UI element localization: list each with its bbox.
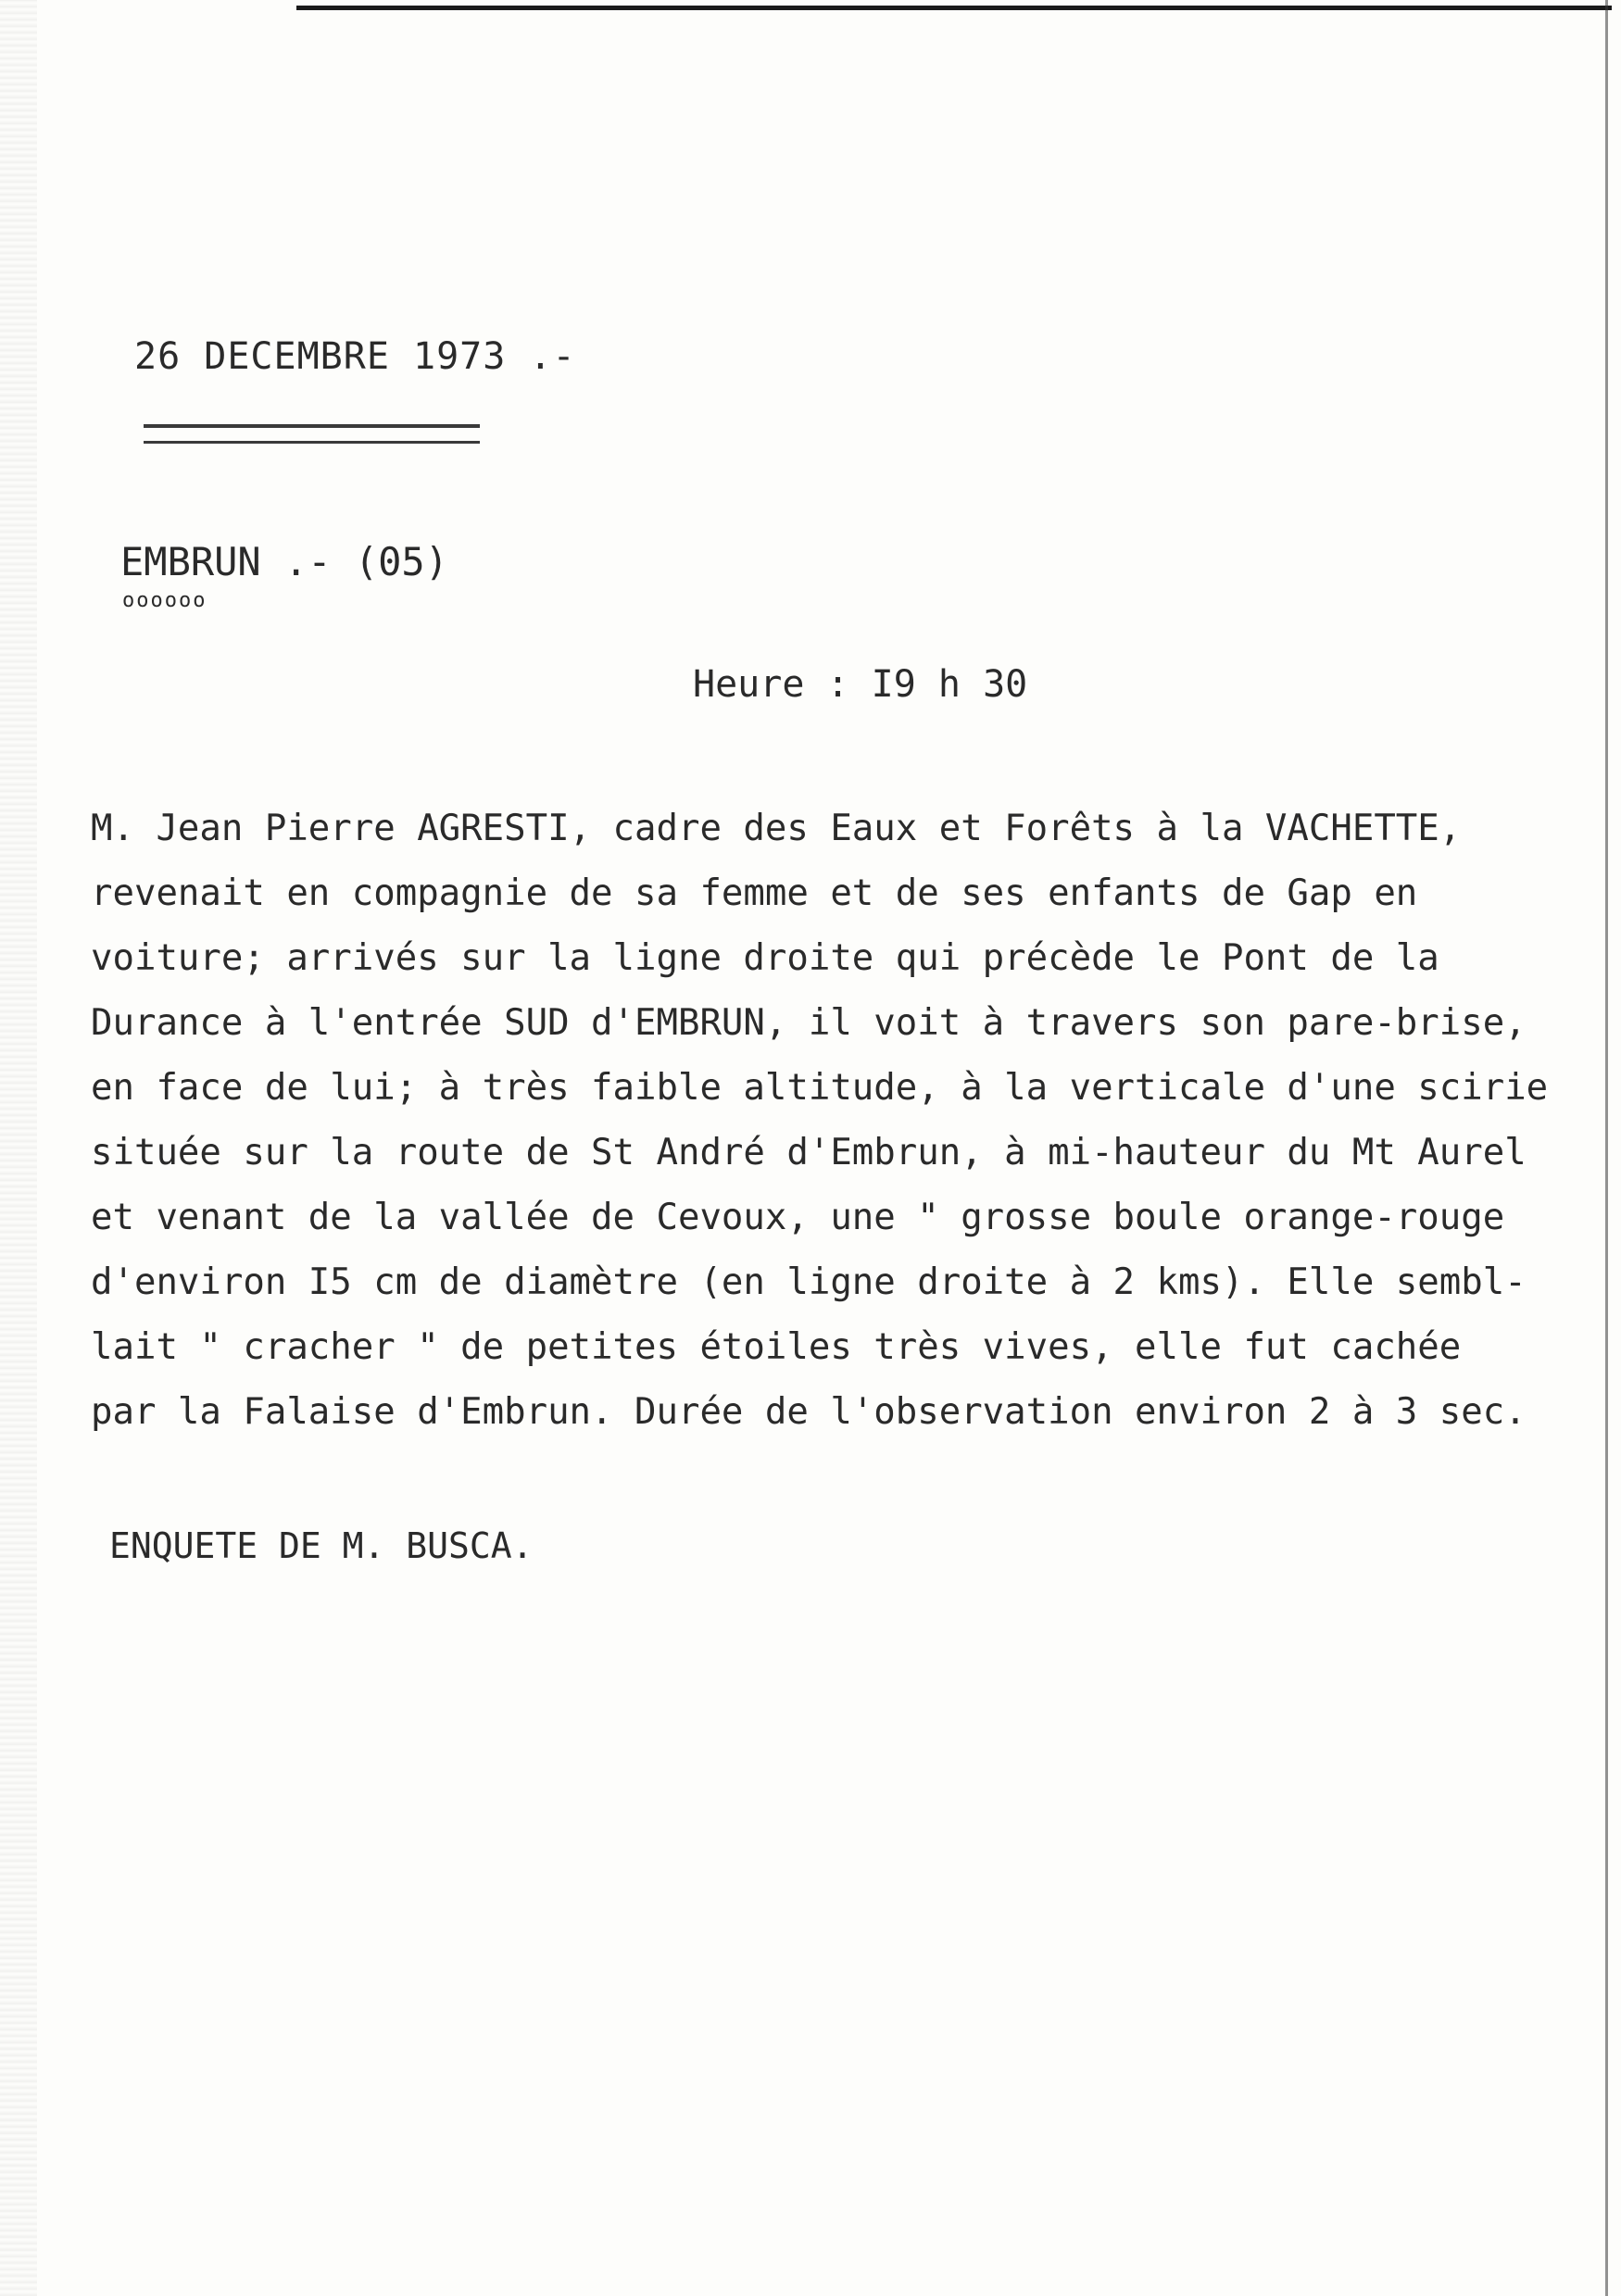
body-line: d'environ I5 cm de diamètre (en ligne droite à 2 kms). Elle sembl- — [91, 1261, 1527, 1303]
body-line: située sur la route de St André d'Embrun, à mi-hauteur du Mt Aurel — [91, 1132, 1527, 1173]
investigator-credit: ENQUETE DE M. BUSCA. — [109, 1525, 534, 1566]
report-place: EMBRUN .- (05) — [120, 539, 449, 584]
report-time: Heure : I9 h 30 — [693, 663, 1028, 706]
body-line: lait " cracher " de petites étoiles très vives, elle fut cachée — [91, 1326, 1462, 1368]
date-underline — [144, 424, 480, 444]
report-date: 26 DECEMBRE 1973 .- — [134, 335, 576, 378]
body-line: Durance à l'entrée SUD d'EMBRUN, il voit à travers son pare-brise, — [91, 1002, 1527, 1044]
body-line: voiture; arrivés sur la ligne droite qui précède le Pont de la — [91, 937, 1439, 979]
body-line: en face de lui; à très faible altitude, à la verticale d'une scirie — [91, 1067, 1549, 1109]
report-body — [91, 797, 1591, 1445]
body-line: revenait en compagnie de sa femme et de ses enfants de Gap en — [91, 872, 1418, 914]
body-line: et venant de la vallée de Cevoux, une " grosse boule orange-rouge — [91, 1197, 1505, 1238]
body-line: par la Falaise d'Embrun. Durée de l'observation environ 2 à 3 sec. — [91, 1391, 1527, 1433]
place-underline-dots: oooooo — [122, 589, 207, 612]
right-margin-rule — [1605, 0, 1608, 2296]
scan-edge-speckle — [0, 0, 37, 2296]
top-rule — [296, 6, 1612, 10]
body-line: M. Jean Pierre AGRESTI, cadre des Eaux et Forêts à la VACHETTE, — [91, 808, 1462, 849]
